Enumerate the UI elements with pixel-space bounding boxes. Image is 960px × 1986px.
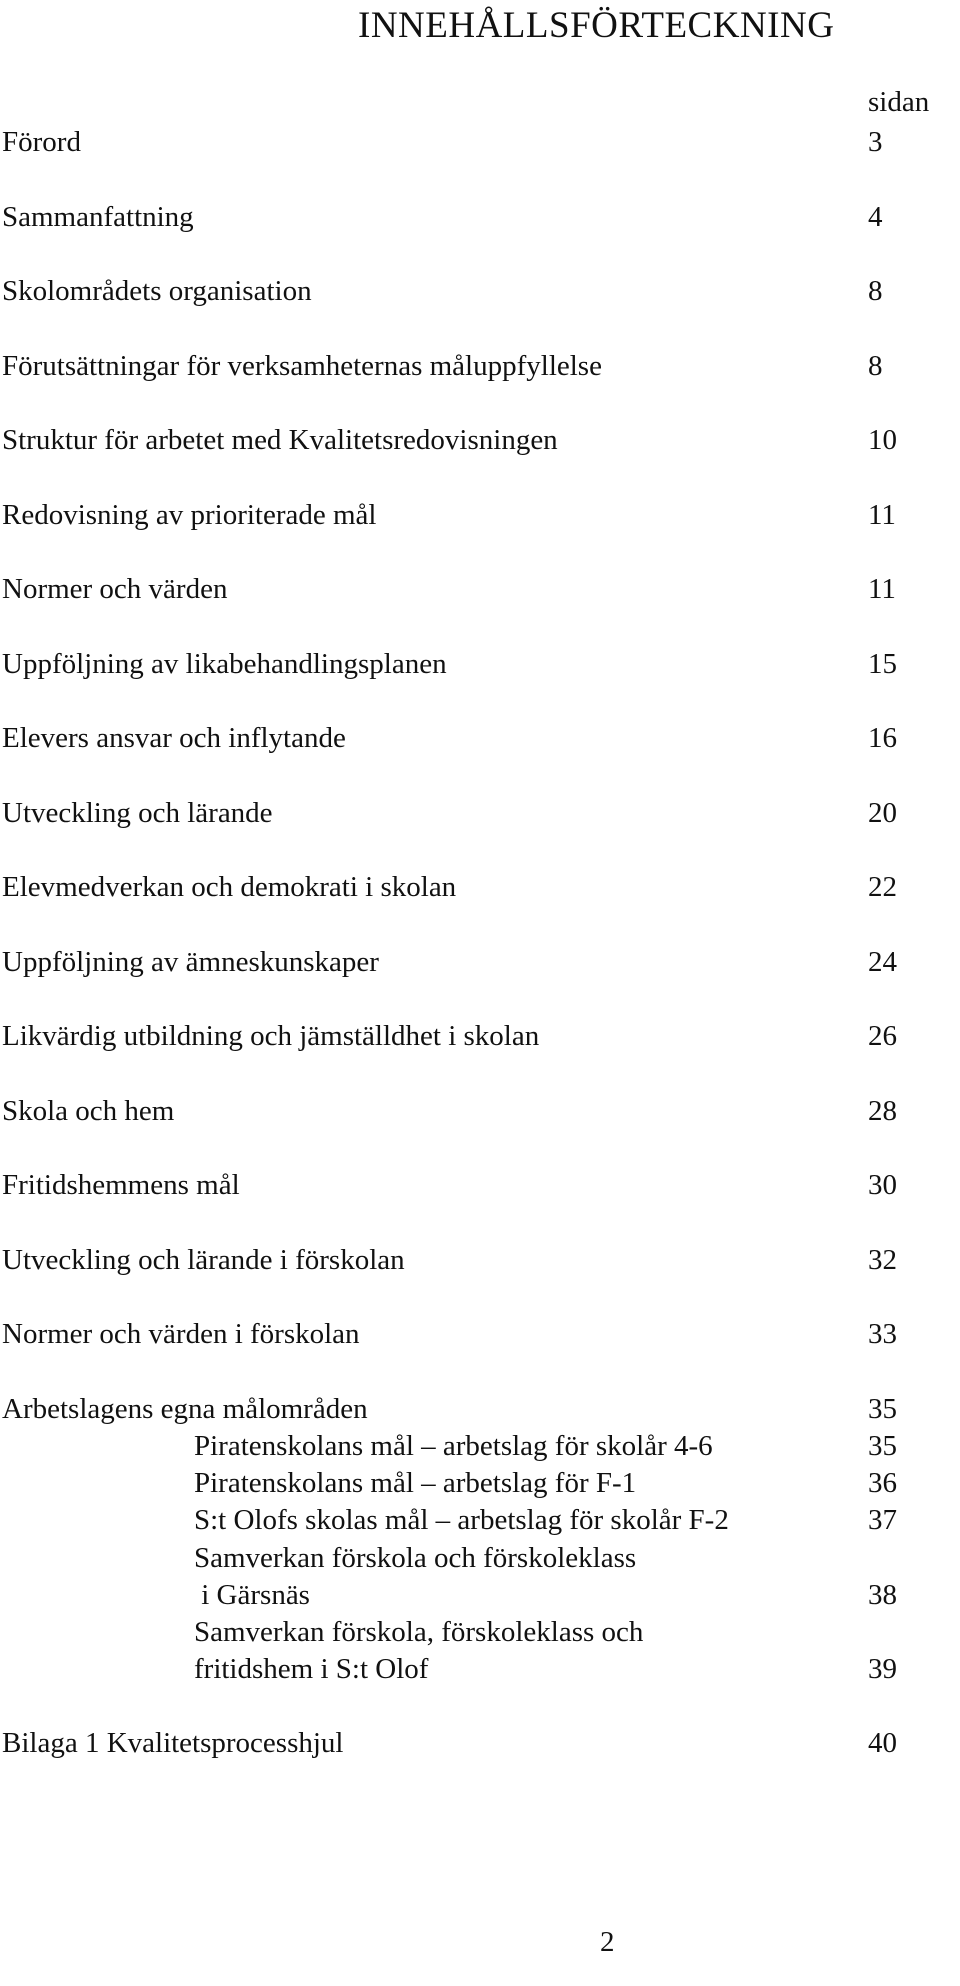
- toc-sub-entry: [0, 1465, 960, 1501]
- toc-appendix-label: Bilaga 1 Kvalitetsprocesshjul: [2, 1727, 344, 1759]
- toc-entry-page: 11: [868, 499, 896, 531]
- toc-entry-page: 15: [868, 648, 897, 680]
- toc-entry-label: Utveckling och lärande: [2, 797, 273, 829]
- toc-sub-entry-page: 38: [868, 1579, 897, 1611]
- toc-sub-entry: [0, 1651, 960, 1687]
- toc-sub-entry-page: 35: [868, 1430, 897, 1462]
- toc-entry-page: 16: [868, 722, 897, 754]
- toc-entry: [0, 422, 960, 458]
- toc-entry-page: 8: [868, 350, 883, 382]
- toc-sub-entry-label: i Gärsnäs: [194, 1579, 310, 1611]
- toc-entry-label: Sammanfattning: [2, 201, 194, 233]
- toc-entry-label: Redovisning av prioriterade mål: [2, 499, 377, 531]
- toc-entry-label: Normer och värden: [2, 573, 228, 605]
- toc-entry: [0, 273, 960, 309]
- toc-entry: [0, 497, 960, 533]
- toc-entry-label: Arbetslagens egna målområden: [2, 1393, 368, 1425]
- toc-entry-label: Struktur för arbetet med Kvalitetsredovisningen: [2, 424, 558, 456]
- toc-entry-page: 20: [868, 797, 897, 829]
- toc-sub-entry-label: fritidshem i S:t Olof: [194, 1653, 429, 1685]
- toc-entry-page: 33: [868, 1318, 897, 1350]
- toc-entry: [0, 124, 960, 160]
- toc-sub-entry: [0, 1540, 960, 1576]
- toc-sub-entry-label: Samverkan förskola, förskoleklass och: [194, 1616, 644, 1648]
- toc-sub-entry-page: 37: [868, 1504, 897, 1536]
- toc-sub-entry: [0, 1577, 960, 1613]
- toc-entry-page: 28: [868, 1095, 897, 1127]
- toc-sub-entry-label: Piratenskolans mål – arbetslag för skolår 4-6: [194, 1430, 713, 1462]
- toc-entry-label: Elevers ansvar och inflytande: [2, 722, 346, 754]
- toc-entry: [0, 199, 960, 235]
- toc-entry-page: 35: [868, 1393, 897, 1425]
- toc-entry-label: Uppföljning av likabehandlingsplanen: [2, 648, 447, 680]
- toc-entry-label: Elevmedverkan och demokrati i skolan: [2, 871, 457, 903]
- toc-entry-label: Skolområdets organisation: [2, 275, 312, 307]
- toc-appendix-entry: [0, 1725, 960, 1761]
- toc-entry-label: Förutsättningar för verksamheternas måluppfyllelse: [2, 350, 602, 382]
- toc-entry: [0, 869, 960, 905]
- toc-entry: [0, 1391, 960, 1427]
- toc-entry-label: Förord: [2, 126, 81, 158]
- toc-sub-entry-page: 36: [868, 1467, 897, 1499]
- page-column-header: sidan: [868, 86, 930, 118]
- toc-entry: [0, 348, 960, 384]
- toc-entry-page: 3: [868, 126, 883, 158]
- toc-sub-entry-label: Samverkan förskola och förskoleklass: [194, 1542, 637, 1574]
- toc-entry-page: 8: [868, 275, 883, 307]
- toc-entry-page: 30: [868, 1169, 897, 1201]
- toc-sub-entry: [0, 1502, 960, 1538]
- toc-entry: [0, 1242, 960, 1278]
- toc-sub-entry: [0, 1428, 960, 1464]
- toc-entry: [0, 571, 960, 607]
- toc-sub-entry-page: 39: [868, 1653, 897, 1685]
- toc-entry-label: Likvärdig utbildning och jämställdhet i skolan: [2, 1020, 540, 1052]
- page-number: 2: [600, 1926, 615, 1958]
- toc-entry-page: 26: [868, 1020, 897, 1052]
- toc-entry: [0, 1316, 960, 1352]
- toc-entry-page: 24: [868, 946, 897, 978]
- toc-entry-page: 32: [868, 1244, 897, 1276]
- toc-entry: [0, 1018, 960, 1054]
- toc-entry: [0, 795, 960, 831]
- toc-entry-label: Uppföljning av ämneskunskaper: [2, 946, 379, 978]
- toc-entry-page: 4: [868, 201, 883, 233]
- toc-entry-page: 11: [868, 573, 896, 605]
- toc-entry: [0, 1167, 960, 1203]
- toc-sub-entry: [0, 1614, 960, 1650]
- toc-entry: [0, 646, 960, 682]
- document-title: INNEHÅLLSFÖRTECKNING: [358, 5, 835, 46]
- toc-entry-page: 22: [868, 871, 897, 903]
- toc-entry: [0, 720, 960, 756]
- toc-entry-label: Fritidshemmens mål: [2, 1169, 240, 1201]
- toc-entry-page: 10: [868, 424, 897, 456]
- toc-entry: [0, 944, 960, 980]
- toc-entry-label: Utveckling och lärande i förskolan: [2, 1244, 405, 1276]
- toc-sub-entry-label: S:t Olofs skolas mål – arbetslag för skolår F-2: [194, 1504, 729, 1536]
- toc-entry: [0, 1093, 960, 1129]
- toc-entry-label: Normer och värden i förskolan: [2, 1318, 360, 1350]
- toc-sub-entry-label: Piratenskolans mål – arbetslag för F-1: [194, 1467, 637, 1499]
- toc-entry-label: Skola och hem: [2, 1095, 175, 1127]
- toc-appendix-page: 40: [868, 1727, 897, 1759]
